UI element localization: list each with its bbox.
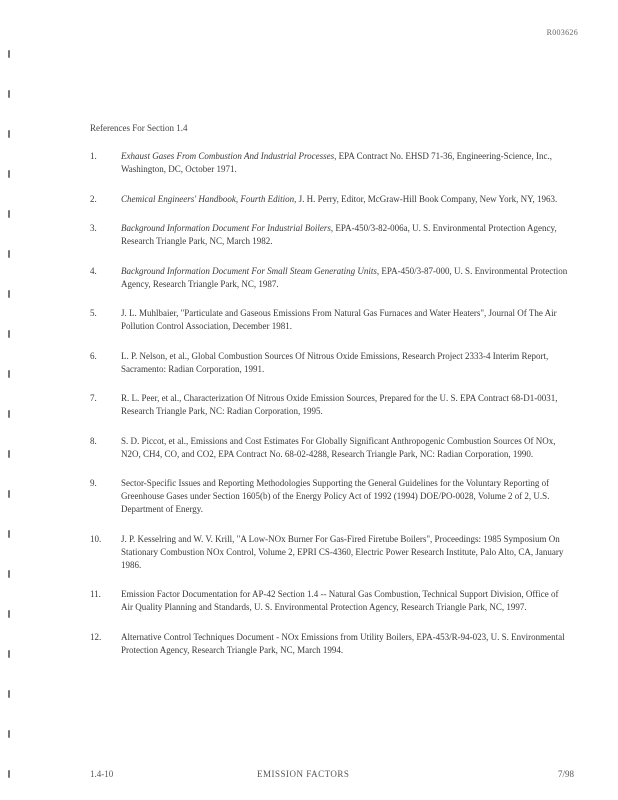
reference-item xyxy=(90,193,570,206)
reference-number: 8. xyxy=(90,435,97,446)
reference-text: , EPA-450/3-82-006a, U. S. Environmental Protection Agency, Research Triangle Park, NC, March 1982. xyxy=(121,223,557,246)
reference-number: 2. xyxy=(90,193,97,204)
reference-number: 11. xyxy=(90,589,101,599)
reference-text: Alternative Control Techniques Document - NOx Emissions from Utility Boilers, EPA-453/R-94-023, U. S. Environmental Protection Agency, Research Triangle Park, NC, March 1994. xyxy=(121,631,565,655)
footer-page-number: 1.4-10 xyxy=(90,769,114,779)
reference-item xyxy=(90,435,570,461)
reference-text: Emission Factor Documentation for AP-42 Section 1.4 -- Natural Gas Combustion, Technical Support Division, Office of Air Quality Planning and Standards, U. S. Environmental Protection Agency, Research Triangle Park, NC, 1997. xyxy=(121,589,559,612)
reference-item xyxy=(90,150,570,176)
reference-title: Exhaust Gases From Combustion And Industrial Processes xyxy=(121,151,335,161)
reference-item xyxy=(90,350,570,376)
reference-number: 4. xyxy=(90,265,97,276)
reference-list xyxy=(90,150,570,673)
footer-title: EMISSION FACTORS xyxy=(257,769,350,779)
binding-hole-marks xyxy=(6,40,14,790)
reference-text: J. L. Muhlbaier, "Particulate and Gaseous Emissions From Natural Gas Furnaces and Water Heaters", Journal Of The Air Pollution Control Association, December 1981. xyxy=(121,308,557,331)
reference-text: L. P. Nelson, et al., Global Combustion Sources Of Nitrous Oxide Emissions, Research Project 2333-4 Interim Report, Sacramento: Radian Corporation, 1991. xyxy=(121,350,549,374)
page-id-stamp: R003626 xyxy=(546,28,578,37)
reference-item xyxy=(90,222,570,248)
footer-date: 7/98 xyxy=(557,769,574,779)
reference-text: , J. H. Perry, Editor, McGraw-Hill Book Company, New York, NY, 1963. xyxy=(294,193,558,204)
reference-item xyxy=(90,533,570,572)
reference-number: 9. xyxy=(90,478,97,488)
reference-text: J. P. Kesselring and W. V. Krill, "A Low-NOx Burner For Gas-Fired Firetube Boilers", Proceedings: 1985 Symposium On Stationary Combustion NOx Control, Volume 2, EPRI CS-4360, Electric Power Research Institute, Palo Alto, CA, January 1986. xyxy=(121,533,564,570)
reference-text: Sector-Specific Issues and Reporting Methodologies Supporting the General Guidelines for the Voluntary Reporting of Greenhouse Gases under Section 1605(b) of the Energy Policy Act of 1992 (1994) DOE/PO-0028, Volume 2 of 2, U.S. Department of Energy. xyxy=(121,478,550,514)
reference-text: R. L. Peer, et al., Characterization Of Nitrous Oxide Emission Sources, Prepared for the U. S. EPA Contract 68-D1-0031, Research Triangle Park, NC: Radian Corporation, 1995. xyxy=(121,393,558,416)
reference-number: 12. xyxy=(90,631,102,642)
reference-number: 7. xyxy=(90,393,97,403)
reference-item xyxy=(90,588,570,614)
reference-item xyxy=(90,477,570,516)
reference-text: , EPA-450/3-87-000, U. S. Environmental Protection Agency, Research Triangle Park, NC, 1987. xyxy=(121,265,568,289)
reference-item xyxy=(90,392,570,418)
reference-number: 5. xyxy=(90,308,97,318)
reference-item xyxy=(90,265,570,291)
reference-number: 1. xyxy=(90,151,97,161)
reference-item xyxy=(90,631,570,657)
reference-number: 6. xyxy=(90,350,97,361)
reference-title: Chemical Engineers' Handbook, Fourth Edition xyxy=(121,193,295,204)
reference-item xyxy=(90,307,570,333)
reference-number: 3. xyxy=(90,223,97,233)
reference-title: Background Information Document For Small Steam Generating Units xyxy=(121,265,377,276)
reference-text: , EPA Contract No. EHSD 71-36, Engineering-Science, Inc., Washington, DC, October 1971. xyxy=(121,151,553,174)
reference-number: 10. xyxy=(90,533,102,544)
references-heading: References For Section 1.4 xyxy=(90,123,188,133)
reference-text: S. D. Piccot, et al., Emissions and Cost Estimates For Globally Significant Anthropogenic Combustion Sources Of NOx, N2O, CH4, CO, and CO2, EPA Contract No. 68-02-4288, Research Triangle Park, NC: Radian Corporation, 1990. xyxy=(121,435,556,459)
reference-title: Background Information Document For Industrial Boilers xyxy=(121,223,331,233)
